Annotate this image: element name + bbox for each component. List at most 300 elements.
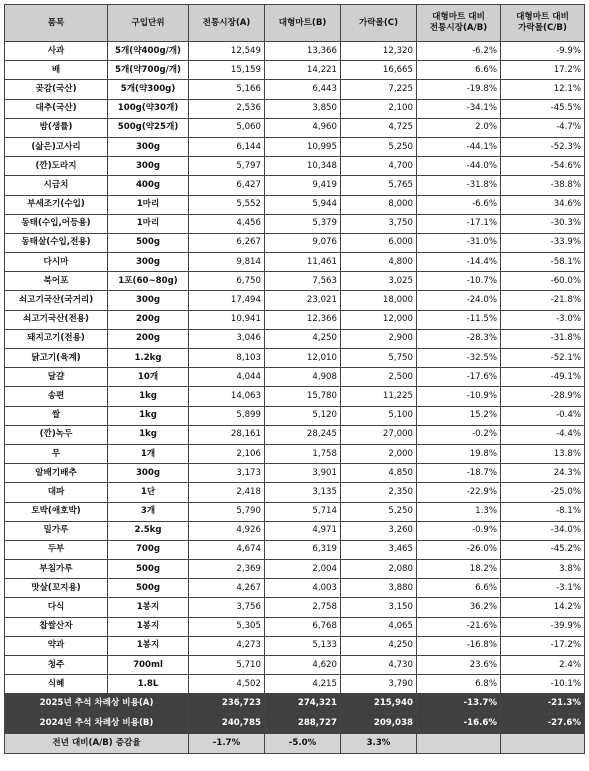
table-row [5,157,585,176]
diff-cb: 24.3% [501,464,585,483]
item-unit: 700ml [108,656,189,675]
mart-price: 7,563 [265,272,341,291]
market-price: 4,267 [189,579,265,598]
mart-price: 2,004 [265,560,341,579]
diff-cb: -8.1% [501,502,585,521]
street-price: 2,000 [341,444,417,463]
diff-cb: -0.4% [501,406,585,425]
table-row [5,368,585,387]
market-price: 5,552 [189,195,265,214]
diff-ab: -44.1% [417,137,501,156]
diff-ab: -21.6% [417,617,501,636]
item-unit: 1단 [108,483,189,502]
diff-cb: -54.6% [501,157,585,176]
diff-ab: -17.6% [417,368,501,387]
diff-cb: -31.8% [501,329,585,348]
mart-price: 3,135 [265,483,341,502]
item-name: 토박(애호박) [5,502,108,521]
market-price: 5,899 [189,406,265,425]
diff-ab: 6.8% [417,675,501,694]
table-row [5,540,585,559]
diff-cb: -25.0% [501,483,585,502]
table-row [5,195,585,214]
diff-cb: -33.9% [501,233,585,252]
item-name: 알배기배추 [5,464,108,483]
diff-ab: -11.5% [417,310,501,329]
market-price: 4,926 [189,521,265,540]
diff-cb: 14.2% [501,598,585,617]
diff-cb: -52.1% [501,349,585,368]
diff-cb: -4.4% [501,425,585,444]
diff-ab: 6.6% [417,61,501,80]
diff-cb: -39.9% [501,617,585,636]
mart-price: 28,245 [265,425,341,444]
item-unit: 1kg [108,425,189,444]
item-unit: 300g [108,464,189,483]
mart-price: 11,461 [265,253,341,272]
item-unit: 500g [108,579,189,598]
diff-ab: -10.7% [417,272,501,291]
mart-price: 2,758 [265,598,341,617]
diff-cb: 13.8% [501,444,585,463]
table-row [5,253,585,272]
sum-label: 2025년 추석 차례상 비용(A) [5,694,189,714]
diff-ab: -16.8% [417,636,501,655]
street-price: 27,000 [341,425,417,444]
item-unit: 5개(약300g) [108,80,189,99]
market-price: 2,369 [189,560,265,579]
sum-row [5,714,585,734]
market-price: 6,427 [189,176,265,195]
street-price: 4,065 [341,617,417,636]
street-price: 5,100 [341,406,417,425]
mart-price: 3,901 [265,464,341,483]
street-price: 3,790 [341,675,417,694]
diff-cb: -17.2% [501,636,585,655]
item-unit: 700g [108,540,189,559]
mart-price: 15,780 [265,387,341,406]
diff-ab: -17.1% [417,214,501,233]
diff-cb: -10.1% [501,675,585,694]
table-row [5,42,585,61]
market-price: 14,063 [189,387,265,406]
diff-cb: -27.6% [501,714,585,734]
header-diff-cb: 대형마트 대비 가락몰(C/B) [501,5,585,42]
street-price: 2,100 [341,99,417,118]
table-row [5,598,585,617]
table-row [5,406,585,425]
street-price: 18,000 [341,291,417,310]
item-unit: 10개 [108,368,189,387]
price-comparison-table [4,4,585,754]
diff-cb: -3.1% [501,579,585,598]
table-row [5,272,585,291]
item-name: 맛살(꼬지용) [5,579,108,598]
item-name: 북어포 [5,272,108,291]
street-price: 4,730 [341,656,417,675]
item-name: 대추(국산) [5,99,108,118]
street-price: 5,250 [341,502,417,521]
item-unit: 500g(약25개) [108,118,189,137]
market-price: 4,456 [189,214,265,233]
market-price: 4,044 [189,368,265,387]
street-price: 4,725 [341,118,417,137]
street-price: 12,000 [341,310,417,329]
item-unit: 1개 [108,444,189,463]
table-row [5,464,585,483]
header-street: 가락몰(C) [341,5,417,42]
street-price: 4,700 [341,157,417,176]
market-price: 28,161 [189,425,265,444]
item-unit: 3개 [108,502,189,521]
item-name: 밤(생률) [5,118,108,137]
market-price: 5,710 [189,656,265,675]
header-item: 품목 [5,5,108,42]
diff-cb [501,734,585,754]
diff-cb: 12.1% [501,80,585,99]
street-price: 3,750 [341,214,417,233]
item-unit: 300g [108,157,189,176]
street-price: 8,000 [341,195,417,214]
header-market: 전통시장(A) [189,5,265,42]
mart-price: 4,250 [265,329,341,348]
market-price: 10,941 [189,310,265,329]
mart-price: -5.0% [265,734,341,754]
table-row [5,521,585,540]
market-price: 240,785 [189,714,265,734]
market-price: 5,797 [189,157,265,176]
market-price: 3,046 [189,329,265,348]
item-unit: 300g [108,253,189,272]
header-unit: 구입단위 [108,5,189,42]
item-name: 두부 [5,540,108,559]
table-row [5,444,585,463]
diff-ab: 18.2% [417,560,501,579]
item-name: 쇠고기국산(국거리) [5,291,108,310]
street-price: 2,500 [341,368,417,387]
item-name: 사과 [5,42,108,61]
item-unit: 300g [108,291,189,310]
item-name: 다시마 [5,253,108,272]
item-name: 무 [5,444,108,463]
table-header-row [5,5,585,42]
diff-ab: -14.4% [417,253,501,272]
market-price: 6,750 [189,272,265,291]
item-unit: 1.2kg [108,349,189,368]
table-row [5,349,585,368]
diff-ab: -24.0% [417,291,501,310]
table-row [5,214,585,233]
item-unit: 200g [108,310,189,329]
mart-price: 9,419 [265,176,341,195]
item-name: 시금치 [5,176,108,195]
mart-price: 13,366 [265,42,341,61]
diff-ab: -6.6% [417,195,501,214]
item-name: 다식 [5,598,108,617]
table-row [5,233,585,252]
diff-cb: -49.1% [501,368,585,387]
sum-label: 2024년 추석 차례상 비용(B) [5,714,189,734]
street-price: 215,940 [341,694,417,714]
market-price: 15,159 [189,61,265,80]
diff-ab [417,734,501,754]
diff-cb: 34.6% [501,195,585,214]
item-name: 동태(수입,어등용) [5,214,108,233]
mart-price: 4,960 [265,118,341,137]
item-unit: 200g [108,329,189,348]
street-price: 3,465 [341,540,417,559]
item-name: 약과 [5,636,108,655]
diff-ab: -34.1% [417,99,501,118]
mart-price: 5,133 [265,636,341,655]
item-name: 쌀 [5,406,108,425]
item-name: 밀가루 [5,521,108,540]
diff-ab: -32.5% [417,349,501,368]
table-row [5,387,585,406]
item-name: 배 [5,61,108,80]
street-price: 3,880 [341,579,417,598]
table-row [5,425,585,444]
item-name: 쇠고기국산(전용) [5,310,108,329]
diff-cb: -34.0% [501,521,585,540]
diff-cb: 3.8% [501,560,585,579]
item-name: 동태살(수입,전용) [5,233,108,252]
market-price: 8,103 [189,349,265,368]
item-name: 대파 [5,483,108,502]
table-row [5,118,585,137]
street-price: 3,150 [341,598,417,617]
street-price: 7,225 [341,80,417,99]
diff-ab: -0.2% [417,425,501,444]
item-name: (깐)녹두 [5,425,108,444]
diff-ab: 2.0% [417,118,501,137]
diff-ab: 1.3% [417,502,501,521]
item-name: 찹쌀산자 [5,617,108,636]
mart-price: 5,944 [265,195,341,214]
item-name: 청주 [5,656,108,675]
diff-cb: -9.9% [501,42,585,61]
street-price: 12,320 [341,42,417,61]
street-price: 2,350 [341,483,417,502]
diff-ab: -28.3% [417,329,501,348]
diff-ab: -18.7% [417,464,501,483]
market-price: 3,173 [189,464,265,483]
market-price: 9,814 [189,253,265,272]
change-row [5,734,585,754]
diff-ab: 19.8% [417,444,501,463]
item-name: 돼지고기(전용) [5,329,108,348]
item-name: 곶감(국산) [5,80,108,99]
market-price: 5,166 [189,80,265,99]
item-unit: 1봉지 [108,617,189,636]
sum-row [5,694,585,714]
diff-cb: -28.9% [501,387,585,406]
diff-cb: 2.4% [501,656,585,675]
item-unit: 5개(약400g/개) [108,42,189,61]
mart-price: 5,714 [265,502,341,521]
item-unit: 1.8L [108,675,189,694]
diff-ab: -31.8% [417,176,501,195]
diff-cb: -58.1% [501,253,585,272]
item-unit: 1봉지 [108,598,189,617]
diff-cb: -45.5% [501,99,585,118]
item-unit: 2.5kg [108,521,189,540]
market-price: 5,790 [189,502,265,521]
mart-price: 4,620 [265,656,341,675]
diff-ab: -22.9% [417,483,501,502]
table-row [5,617,585,636]
street-price: 6,000 [341,233,417,252]
market-price: 6,267 [189,233,265,252]
item-unit: 5개(약700g/개) [108,61,189,80]
market-price: 6,144 [189,137,265,156]
item-name: 부침가루 [5,560,108,579]
mart-price: 5,379 [265,214,341,233]
street-price: 4,250 [341,636,417,655]
mart-price: 5,120 [265,406,341,425]
diff-cb: 17.2% [501,61,585,80]
diff-ab: 23.6% [417,656,501,675]
street-price: 209,038 [341,714,417,734]
item-unit: 1포(60~80g) [108,272,189,291]
mart-price: 4,971 [265,521,341,540]
diff-cb: -3.0% [501,310,585,329]
table-row [5,61,585,80]
market-price: 5,060 [189,118,265,137]
change-label: 전년 대비(A/B) 증감율 [5,734,189,754]
table-row [5,80,585,99]
diff-ab: -6.2% [417,42,501,61]
mart-price: 23,021 [265,291,341,310]
mart-price: 9,076 [265,233,341,252]
market-price: 4,502 [189,675,265,694]
diff-ab: 6.6% [417,579,501,598]
street-price: 16,665 [341,61,417,80]
diff-cb: -30.3% [501,214,585,233]
item-name: (깐)도라지 [5,157,108,176]
price-comparison-table-container [4,4,584,754]
table-row [5,291,585,310]
mart-price: 14,221 [265,61,341,80]
market-price: 4,674 [189,540,265,559]
table-row [5,99,585,118]
header-diff-ab: 대형마트 대비 전통시장(A/B) [417,5,501,42]
diff-cb: -4.7% [501,118,585,137]
mart-price: 6,443 [265,80,341,99]
street-price: 2,080 [341,560,417,579]
street-price: 3,025 [341,272,417,291]
market-price: 2,536 [189,99,265,118]
table-row [5,310,585,329]
diff-ab: -10.9% [417,387,501,406]
diff-ab: -31.0% [417,233,501,252]
table-row [5,560,585,579]
market-price: 2,106 [189,444,265,463]
diff-cb: -21.3% [501,694,585,714]
item-unit: 500g [108,233,189,252]
item-unit: 400g [108,176,189,195]
diff-ab: -13.7% [417,694,501,714]
item-unit: 100g(약30개) [108,99,189,118]
market-price: 12,549 [189,42,265,61]
street-price: 5,765 [341,176,417,195]
table-row [5,656,585,675]
diff-ab: -16.6% [417,714,501,734]
street-price: 4,850 [341,464,417,483]
mart-price: 274,321 [265,694,341,714]
item-name: 송편 [5,387,108,406]
market-price: 2,418 [189,483,265,502]
table-row [5,483,585,502]
mart-price: 3,850 [265,99,341,118]
item-unit: 1kg [108,406,189,425]
diff-ab: 36.2% [417,598,501,617]
mart-price: 10,348 [265,157,341,176]
market-price: 3,756 [189,598,265,617]
table-row [5,137,585,156]
diff-ab: -44.0% [417,157,501,176]
mart-price: 12,010 [265,349,341,368]
mart-price: 10,995 [265,137,341,156]
mart-price: 288,727 [265,714,341,734]
market-price: 4,273 [189,636,265,655]
street-price: 5,750 [341,349,417,368]
item-unit: 1봉지 [108,636,189,655]
mart-price: 1,758 [265,444,341,463]
item-unit: 1마리 [108,195,189,214]
mart-price: 12,366 [265,310,341,329]
table-row [5,579,585,598]
table-row [5,636,585,655]
item-unit: 1마리 [108,214,189,233]
street-price: 3.3% [341,734,417,754]
item-name: 부세조기(수입) [5,195,108,214]
street-price: 11,225 [341,387,417,406]
diff-cb: -21.8% [501,291,585,310]
mart-price: 6,319 [265,540,341,559]
item-unit: 500g [108,560,189,579]
table-row [5,675,585,694]
diff-cb: -60.0% [501,272,585,291]
table-row [5,502,585,521]
item-name: (삶은)고사리 [5,137,108,156]
item-unit: 300g [108,137,189,156]
market-price: 236,723 [189,694,265,714]
market-price: 17,494 [189,291,265,310]
item-unit: 1kg [108,387,189,406]
header-mart: 대형마트(B) [265,5,341,42]
diff-ab: -0.9% [417,521,501,540]
mart-price: 6,768 [265,617,341,636]
diff-cb: -45.2% [501,540,585,559]
mart-price: 4,003 [265,579,341,598]
street-price: 5,250 [341,137,417,156]
mart-price: 4,215 [265,675,341,694]
market-price: -1.7% [189,734,265,754]
table-row [5,329,585,348]
street-price: 2,900 [341,329,417,348]
diff-ab: -26.0% [417,540,501,559]
item-name: 식혜 [5,675,108,694]
street-price: 3,260 [341,521,417,540]
mart-price: 4,908 [265,368,341,387]
diff-ab: 15.2% [417,406,501,425]
diff-ab: -19.8% [417,80,501,99]
diff-cb: -38.8% [501,176,585,195]
item-name: 닭고기(육계) [5,349,108,368]
diff-cb: -52.3% [501,137,585,156]
table-row [5,176,585,195]
